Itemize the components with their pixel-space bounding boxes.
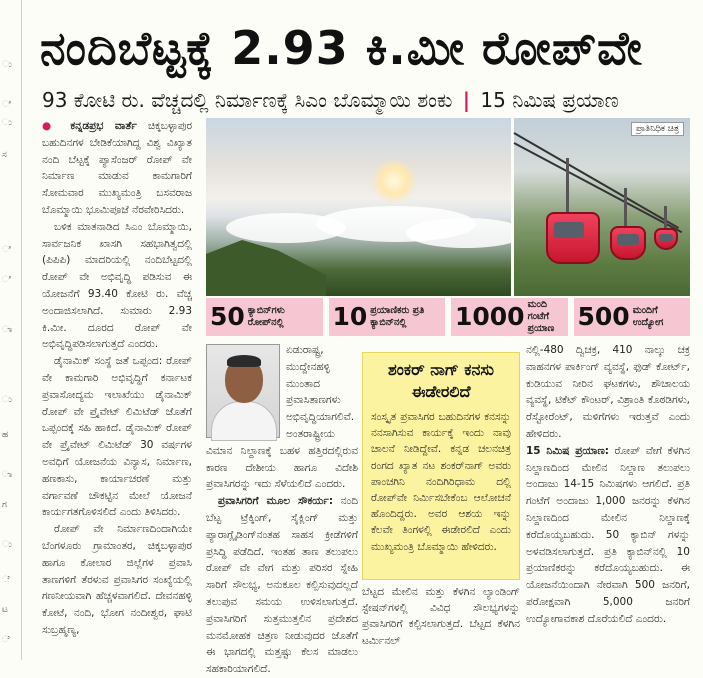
sun-glow <box>371 158 417 204</box>
stat-number: 50 <box>210 302 245 331</box>
stat-label: ಮಂದಿ ಗಂಟೆಗೆ ಪ್ರಯಾಣ <box>527 299 555 334</box>
margin-char: ಹ <box>2 430 9 440</box>
margin-char: ು <box>2 540 12 550</box>
section-heading: 15 ನಿಮಿಷ ಪ್ರಯಾಣ: <box>526 444 610 457</box>
margin-char: ಿ <box>2 100 11 110</box>
article-column-3-bottom: ಬೆಟ್ಟದ ಮೇಲಿನ ಮತ್ತು ಕೆಳಗಿನ ಲ್ಯಾಂಡಿಂಗ್ ಸ್ಟೇಷನ್‌ಗಳಲ್ಲಿ ವಿವಿಧ ಸೌಲಭ್ಯಗಳನ್ನು ಪ್ರವಾಸಿಗರಿಗೆ ಕಲ್ಪಿಸಲಾಗುತ್ತದೆ. ಬೆಟ್ಟದ ಕೆಳಗಿನ ಟರ್ಮಿನಲ್ <box>362 586 520 647</box>
nandi-hills-photo <box>206 118 511 296</box>
stats-bar <box>206 298 690 336</box>
cabin-hanger <box>664 206 667 230</box>
paragraph: ಡೈನಾಮಿಕ್ ಸಂಸ್ಥೆ ಜತೆ ಒಪ್ಪಂದ: ರೋಪ್ ವೇ ಕಾಮಗಾರಿ ಅಭಿವೃದ್ಧಿಗೆ ಕರ್ನಾಟಕ ಪ್ರವಾಸೋದ್ಯಮ ಇಲಾಖೆಯು ಡೈನಾಮಿಕ್ ರೋಪ್ ವೇ ಪ್ರೈವೇಟ್ ಲಿಮಿಟೆಡ್ ಜೊತೆಗೆ ಒಪ್ಪಂದಕ್ಕೆ ಸಹಿ ಹಾಕಿದೆ. ಡೈನಾಮಿಕ್ ರೋಪ್ ವೇ ಪ್ರೈವೇಟ್ ಲಿಮಿಟೆಡ್ 30 ವರ್ಷಗಳ ಅವಧಿಗೆ ಯೋಜನೆಯ ವಿನ್ಯಾಸ, ನಿರ್ಮಾಣ, ಹಣಕಾಸು, ಕಾರ್ಯಾಚರಣೆ ಮತ್ತು ವರ್ಗಾವಣೆ ಚೌಕಟ್ಟಿನ ಮೇಲೆ ಯೋಜನೆ ಕಾರ್ಯಗತಗೊಳಿಸಲಿದೆ ಎಂದು ತಿಳಿಸಿದರು. <box>42 355 192 519</box>
margin-char: ಿ <box>2 245 11 255</box>
margin-char: ು <box>2 395 12 405</box>
section-heading: ಪ್ರವಾಸಿಗರಿಗೆ ಮೂಲ ಸೌಕರ್ಯ: <box>218 495 334 508</box>
paragraph: ನಲ್ಲಿ-480 ದ್ವಿಚಕ್ರ, 410 ನಾಲ್ಕು ಚಕ್ರ ವಾಹನಗಳ ಪಾರ್ಕಿಂಗ್ ವ್ಯವಸ್ಥೆ, ಫುಡ್ ಕೋರ್ಟ್, ಕುಡಿಯುವ ನೀರಿನ ಘಟಕಗಳು, ಶೌಚಾಲಯ ವ್ಯವಸ್ಥೆ, ಟಿಕೆಟ್ ಕೌಂಟರ್, ವಿಶ್ರಾಂತಿ ಕೊಠಡಿಗಳು, ರೆಸ್ಟೋರೆಂಟ್, ಮಳಿಗೆಗಳು ಇರುತ್ತವೆ ಎಂದು ಹೇಳಿದರು. <box>526 344 690 440</box>
margin-char: ು <box>2 60 12 70</box>
stat-passengers <box>329 298 446 336</box>
cable-cabin <box>654 228 678 250</box>
paragraph: ಏಡುರಾಷ್ಟ್ರ, ಮುದ್ದೇನಹಳ್ಳಿ ಮುಂತಾದ ಪ್ರವಾಸಿತಾಣಗಳು ಅಭಿವೃದ್ಧಿಯಾಗಲಿವೆ. ಅಂತರಾಷ್ಟ್ರೀಯ ವಿಮಾನ ನಿಲ್ದಾಣಕ್ಕೆ ಬಹಳ ಹತ್ತಿರದಲ್ಲಿರುವ ಕಾರಣ ದೇಶೀಯ ಹಾಗೂ ವಿದೇಶಿ ಪ್ರವಾಸಿಗರನ್ನು ಇದು ಸೆಳೆಯಲಿದೆ ಎಂದರು. <box>206 344 358 491</box>
margin-char: ಾ <box>2 325 13 335</box>
headline: ನಂದಿಬೆಟ್ಟಕ್ಕೆ 2.93 ಕಿ.ಮೀ ರೋಪ್‌ವೇ <box>40 21 643 75</box>
article-column-1 <box>42 118 192 658</box>
margin-char: ಾ <box>2 470 13 480</box>
lead-paragraph: ● ಕನ್ನಡಪ್ರಭ ವಾರ್ತೆ ಚಿಕ್ಕಬಳ್ಳಾಪುರ ಬಹುದಿನಗಳ ಬೇಡಿಕೆಯಾಗಿದ್ದ ವಿಶ್ವ ವಿಖ್ಯಾತ ನಂದಿ ಬೆಟ್ಟಕ್ಕೆ ಪ್ಯಾಸೆಂಜರ್ ರೋಪ್ ವೇ ನಿರ್ಮಾಣ ಮಾಡುವ ಕಾಮಗಾರಿಗೆ ಸೋಮವಾರ ಮುಖ್ಯಮಂತ್ರಿ ಬಸವರಾಜ ಬೊಮ್ಮಾಯಿ ಭೂಮಿಪೂಜೆ ನೆರವೇರಿಸಿದರು. <box>42 120 192 216</box>
callout-title: ಶಂಕರ್ ನಾಗ್ ಕನಸು ಈಡೇರಲಿದೆ <box>388 360 494 401</box>
article-column-4 <box>526 342 690 658</box>
paragraph: ಪ್ರವಾಸಿಗರಿಗೆ ಮೂಲ ಸೌಕರ್ಯ: ನಂದಿ ಬೆಟ್ಟ ಟ್ರೆಕ್ಕಿಂಗ್, ಸೈಕ್ಲಿಂಗ್ ಮತ್ತು ಪ್ಯಾರಾಗ್ಲೈಡಿಂಗ್‌ನಂತಹ ಸಾಹಸ ಕ್ರೀಡೆಗಳಿಗೆ ಪ್ರಸಿದ್ಧಿ ಪಡೆದಿದೆ. ಇಂತಹ ತಾಣ ತಲುಪಲು ರೋಪ್ ವೇ ವೇಗ ಮತ್ತು ಪರಿಸರ ಸ್ನೇಹಿ ಸಾರಿಗೆ ಸೌಲಭ್ಯ, ಅನುಕೂಲ ಕಲ್ಪಿಸುವುದಲ್ಲದೆ ತಲುಪುವ ಸಮಯ ಉಳಿಸಲಾಗುತ್ತದೆ. ಪ್ರವಾಸಿಗರಿಗೆ ಸುತ್ತಮುತ್ತಲಿನ ಪ್ರದೇಶದ ಮನಮೋಹಕ ಚಿತ್ರಣ ನೀಡುವುದರ ಜೊತೆಗೆ ಈ ಭಾಗದಲ್ಲಿ ಮತ್ತಷ್ಟು ಕೆಲಸ ಮಾಡಲು ಸಹಕಾರಿಯಾಗಲಿದೆ. <box>206 495 358 676</box>
stat-number: 1000 <box>455 302 525 331</box>
photo-credit: ಪ್ರಾತಿನಿಧಿಕ ಚಿತ್ರ <box>631 122 684 136</box>
stat-label: ಪ್ರಯಾಣಿಕರು ಪ್ರತಿ ಕ್ಯಾಬಿನ್‌ನಲ್ಲಿ <box>370 305 425 328</box>
margin-char: ು <box>2 118 12 128</box>
article-column-2 <box>206 342 358 676</box>
chief-minister-photo <box>206 344 280 438</box>
stat-hourly <box>451 298 568 336</box>
subheadline <box>42 84 697 116</box>
stat-label: ಕ್ಯಾಬಿನ್‌ಗಳು ರೋಪ್‌ನಲ್ಲಿ <box>247 305 285 328</box>
sidebar-callout <box>362 352 520 580</box>
stat-number: 10 <box>332 302 368 331</box>
subheadline-separator: | <box>462 88 471 112</box>
byline: ● ಕನ್ನಡಪ್ರಭ ವಾರ್ತೆ <box>42 120 137 132</box>
stat-number: 500 <box>577 302 630 331</box>
stat-label: ಮಂದಿಗೆ ಉದ್ಯೋಗ <box>632 305 664 328</box>
cable-cabin <box>610 226 646 260</box>
stat-jobs <box>574 298 691 336</box>
cabin-hanger <box>566 158 569 214</box>
margin-char: ಸ <box>2 150 7 160</box>
margin-char: ಗ <box>2 500 7 510</box>
callout-body: ಸಂಸ್ಕೃತ ಪ್ರವಾಸಿಗರ ಬಹುದಿನಗಳ ಕನಸನ್ನು ನನಸಾಗಿಸುವ ಕಾರ್ಯಕ್ಕೆ ಇಂದು ನಾವು ಚಾಲನೆ ನೀಡಿದ್ದೇವೆ. ಕನ್ನಡ ಚಲನಚಿತ್ರ ರಂಗದ ಖ್ಯಾತ ನಟ ಶಂಕರ್‌ನಾಗ್ ಅವರು ಪಾಂಚಗಿನಿ ನಂದಿಗಿರಿಧಾಮ ದಲ್ಲಿ ರೋಪ್‌ವೇ ನಿರ್ಮಿಸಬೇಕೆಂಬ ಆಲೋಚನೆ ಹೊಂದಿದ್ದರು. ಅವರ ಆಶಯ ಇನ್ನು ಕೆಲವೇ ತಿಂಗಳಲ್ಲಿ ಈಡೇರಲಿದೆ ಎಂದು ಮುಖ್ಯಮಂತ್ರಿ ಬೊಮ್ಮಾಯಿ ಹೇಳಿದರು. <box>371 411 511 553</box>
cable-car-photo <box>514 118 690 296</box>
cable-cabin <box>546 212 600 264</box>
subheadline-secondary: 15 ನಿಮಿಷ ಪ್ರಯಾಣ <box>480 88 619 112</box>
subheadline-main: 93 ಕೋಟಿ ರು. ವೆಚ್ಚದಲ್ಲಿ ನಿರ್ಮಾಣಕ್ಕೆ ಸಿಎಂ ಬೊಮ್ಮಾಯಿ ಶಂಕು <box>42 88 453 112</box>
paragraph: ರೋಪ್ ವೇ ನಿರ್ಮಾಣದಿಂದಾಗಿಯೇ ಬೆಂಗಳೂರು ಗ್ರಾಮಾಂತರ, ಚಿಕ್ಕಬಳ್ಳಾಪುರ ಹಾಗೂ ಕೋಲಾರ ಜಿಲ್ಲೆಗಳ ಪ್ರವಾಸಿ ತಾಣಗಳಿಗೆ ತೆರಳುವ ಪ್ರವಾಸಿಗರ ಸಂಖ್ಯೆಯಲ್ಲಿ ಗಣನೀಯವಾಗಿ ಹೆಚ್ಚಳವಾಗಲಿದೆ. ದೇವನಹಳ್ಳಿ ಕೋಟೆ, ನಂದಿ, ಭೋಗ ನಂದೀಶ್ವರ, ಘಾಟಿ ಸುಬ್ರಹ್ಮಣ್ಯ, <box>42 523 192 636</box>
stat-cabins <box>206 298 323 336</box>
margin-char: ೆ <box>2 635 10 645</box>
paragraph: 15 ನಿಮಿಷ ಪ್ರಯಾಣ: ರೋಪ್ ವೇಗೆ ಕೆಳಗಿನ ನಿಲ್ದಾಣದಿಂದ ಮೇಲಿನ ನಿಲ್ದಾಣ ತಲುಪಲು ಅಂದಾಜು 14-15 ನಿಮಿಷಗಳು ಆಗಲಿದೆ. ಪ್ರತಿ ಗಂಟೆಗೆ ಅಂದಾಜು 1,000 ಜನರನ್ನು ಕೆಳಗಿನ ನಿಲ್ದಾಣದಿಂದ ಮೇಲಿನ ನಿಲ್ದಾಣಕ್ಕೆ ಕರೆದೊಯ್ಯಬಹುದು. 50 ಕ್ಯಾಬಿನ್ ಗಳನ್ನು ಅಳವಡಿಸಲಾಗುತ್ತದೆ. ಪ್ರತಿ ಕ್ಯಾಬಿನ್‌ನಲ್ಲಿ 10 ಪ್ರಯಾಣಿಕರನ್ನು ಕರೆದೊಯ್ಯಬಹುದು. ಈ ಯೋಜನೆಯಿಂದಾಗಿ ನೇರವಾಗಿ 500 ಜನರಿಗೆ, ಪರೋಕ್ಷವಾಗಿ 5,000 ಜನರಿಗೆ ಉದ್ಯೋಗಾವಕಾಶ ದೊರೆಯಲಿದೆ ಎಂದರು. <box>526 444 690 625</box>
cabin-hanger <box>624 188 627 228</box>
margin-char: ಟ <box>2 605 8 615</box>
adjacent-column-edge <box>0 0 22 660</box>
margin-char: ೆ <box>2 575 10 585</box>
cloud <box>406 218 526 248</box>
paragraph: ಬಳಿಕ ಮಾತನಾಡಿದ ಸಿಎಂ ಬೊಮ್ಮಾಯಿ, ಸಾರ್ವಜನಿಕ ಖಾಸಗಿ ಸಹಭಾಗಿತ್ವದಲ್ಲಿ (ಪಿಪಿಪಿ) ಮಾದರಿಯಲ್ಲಿ ನಂದಿಬೆಟ್ಟದಲ್ಲಿ ರೋಪ್ ವೇ ಅಭಿವೃದ್ಧಿ ಪಡಿಸುವ ಈ ಯೋಜನೆಗೆ 93.40 ಕೋಟಿ ರು. ವೆಚ್ಚ ಅಂದಾಜಿಸಲಾಗಿದೆ. ಸುಮಾರು 2.93 ಕಿ.ಮೀ. ದೂರದ ರೋಪ್ ವೇ ಅಭಿವೃದ್ಧಿಪಡಿಸಲಾಗುತ್ತದೆ ಎಂದರು. <box>42 220 192 351</box>
margin-char: ಿ <box>2 275 11 285</box>
